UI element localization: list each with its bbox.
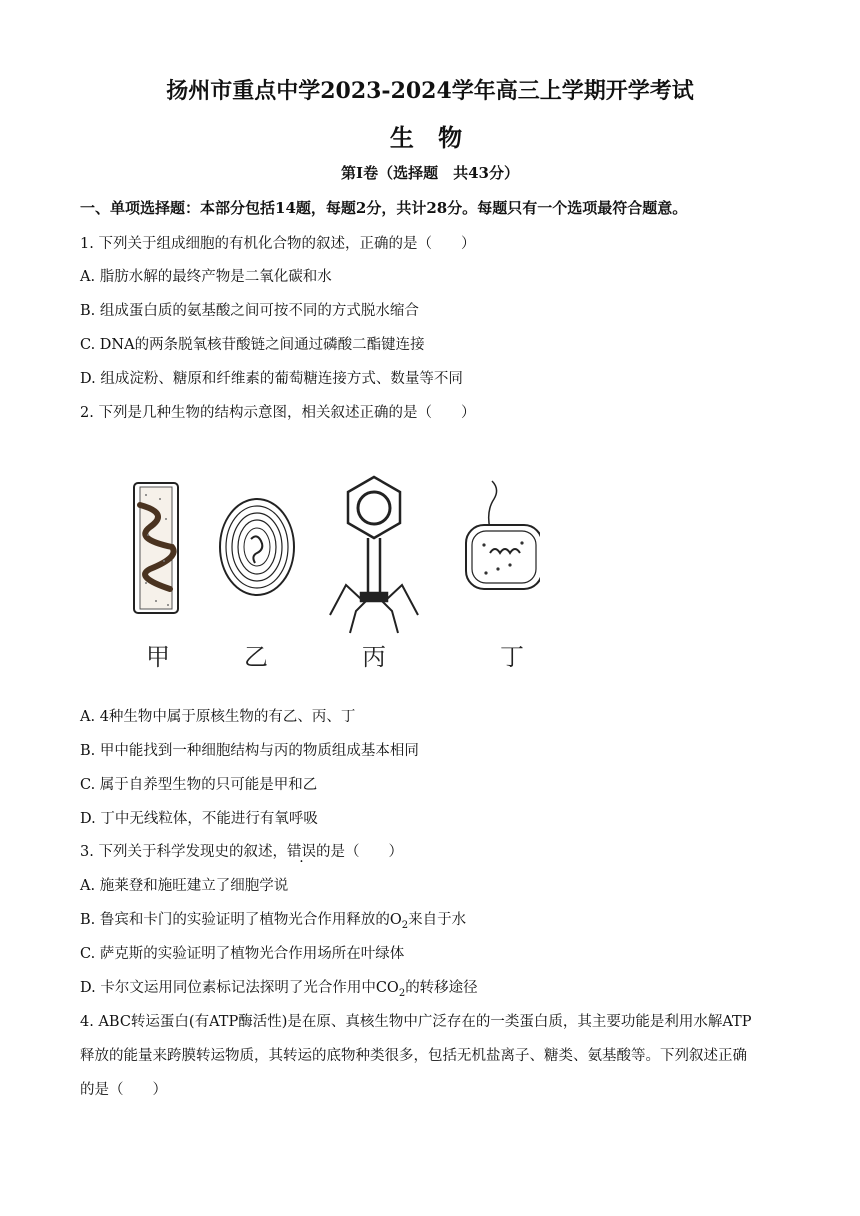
q2-option-d: D. 丁中无线粒体，不能进行有氧呼吸 [80,811,318,827]
organism-yi-drawing [220,499,294,595]
q3-stem: 3. 下列关于科学发现史的叙述，错误的是（ ） [80,844,403,860]
organism-jia-drawing [134,483,178,613]
q4-stem-line1: 4. ABC转运蛋白(有ATP酶活性)是在原、真核生物中广泛存在的一类蛋白质，其主要功能是利用水解ATP [80,1014,752,1030]
label-yi: 乙 [244,643,268,671]
q2-option-a: A. 4种生物中属于原核生物的有乙、丙、丁 [80,709,356,725]
organism-figure [120,465,540,680]
q1-option-d: D. 组成淀粉、糖原和纤维素的葡萄糖连接方式、数量等不同 [80,371,463,387]
q2-option-b: B. 甲中能找到一种细胞结构与丙的物质组成基本相同 [80,743,419,759]
q3-option-b: B. 鲁宾和卡门的实验证明了植物光合作用释放的$O_2$来自于水 [80,912,467,931]
q2-option-c: C. 属于自养型生物的只可能是甲和乙 [80,777,318,793]
q2-stem: 2. 下列是几种生物的结构示意图，相关叙述正确的是（ ） [80,405,476,421]
q1-option-c: C. DNA的两条脱氧核苷酸链之间通过磷酸二酯键连接 [80,337,425,353]
q3-option-d: D. 卡尔文运用同位素标记法探明了光合作用中$CO_2$的转移途径 [80,980,478,999]
q4-stem-line2: 释放的能量来跨膜转运物质，其转运的底物种类很多，包括无机盐离子、糖类、氨基酸等。下列叙述正确 [80,1048,747,1064]
q3-emphasis: 错误 [286,844,316,860]
q1-stem: 1. 下列关于组成细胞的有机化合物的叙述，正确的是（ ） [80,236,476,252]
label-bing: 丙 [362,643,386,671]
q1-option-b: B. 组成蛋白质的氨基酸之间可按不同的方式脱水缩合 [80,303,419,319]
organism-bing-drawing [330,477,418,633]
label-ding: 丁 [500,643,524,671]
volume-heading: 第Ⅰ卷（选择题 共43分） [341,164,519,182]
q3-option-a: A. 施莱登和施旺建立了细胞学说 [80,878,289,894]
exam-title: 扬州市重点中学2023-2024学年高三上学期开学考试 [166,78,694,104]
organism-ding-drawing [466,481,540,589]
exam-subject: 生 物 [389,123,471,152]
q1-option-a: A. 脂肪水解的最终产物是二氧化碳和水 [80,269,332,285]
organism-drawings [120,465,540,680]
section-heading: 一、单项选择题：本部分包括14题，每题2分，共计28分。每题只有一个选项最符合题意。 [80,199,688,217]
q3-option-c: C. 萨克斯的实验证明了植物光合作用场所在叶绿体 [80,946,405,962]
label-jia: 甲 [146,643,170,671]
q4-stem-line3: 的是（ ） [80,1082,167,1098]
